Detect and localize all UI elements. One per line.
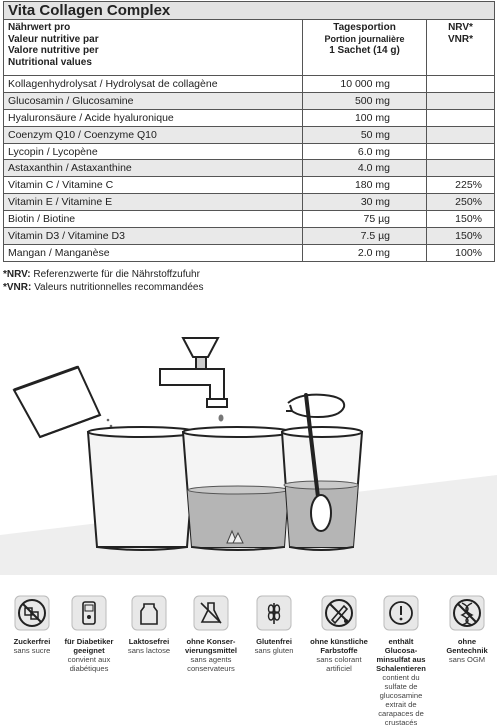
table-row [4,194,495,211]
diabetic-icon [60,595,118,631]
header-left-line: Nutritional values [8,56,92,68]
nutrient-name-cell: Vitamin C / Vitamine C [4,177,303,194]
feature-label-fr: sans gluten [254,646,294,655]
table-row [4,211,495,228]
header-mid-line: 1 Sachet (14 g) [329,45,400,56]
nutrient-name-cell: Astaxanthin / Astaxanthine [4,160,303,177]
feature-label [245,637,303,655]
header-nutrition-per [4,20,303,76]
header-left-line: Valore nutritive per [8,45,99,56]
feature-label [438,637,496,664]
header-mid-line: Tagesportion [333,22,396,33]
nutrient-amount-cell: 7.5 µg [303,228,427,245]
nutrient-amount-cell: 75 µg [303,211,427,228]
header-right-line: VNR* [447,33,473,45]
feature-label-fr: sans sucre [13,646,51,655]
nutrient-name-cell: Coenzym Q10 / Coenzyme Q10 [4,126,303,143]
footnote-nrv [3,269,200,280]
nutrient-amount-cell: 10 000 mg [303,76,427,93]
feature-label-fr: sans agents conservateurs [187,655,235,673]
nutrient-nrv-cell [427,109,495,126]
table-row [4,109,495,126]
nutrient-nrv-cell [427,160,495,177]
nutrient-nrv-cell [427,143,495,160]
table-row [4,143,495,160]
nutrient-amount-cell: 30 mg [303,194,427,211]
header-nrv [427,20,495,76]
feature-label-fr: sans colorant artificiel [316,655,362,673]
feature-item [182,595,240,673]
nutrient-nrv-cell [427,126,495,143]
no-preservatives-icon [182,595,240,631]
footnote-vnr-text: Valeurs nutritionnelles recommandées [34,282,204,293]
header-daily-portion [303,20,427,76]
table-row [4,244,495,261]
nutrient-nrv-cell [427,92,495,109]
table-title: Vita Collagen Complex [4,2,495,20]
feature-label-de: Laktosefrei [128,637,170,646]
nutrition-table-container [3,1,495,262]
footnote-nrv-label: *NRV: [3,269,31,280]
nutrient-name-cell: Vitamin E / Vitamine E [4,194,303,211]
nutrient-name-cell: Glucosamin / Glucosamine [4,92,303,109]
sachet-icon [14,367,100,437]
feature-label [372,637,430,727]
nutrient-nrv-cell: 225% [427,177,495,194]
feature-label [3,637,61,655]
feature-label-fr: sans lactose [127,646,171,655]
nutrient-name-cell: Kollagenhydrolysat / Hydrolysat de collagène [4,76,303,93]
no-colorants-icon [310,595,368,631]
header-right-line: NRV* [448,22,473,33]
footnote-vnr-label: *VNR: [3,282,32,293]
feature-item [120,595,178,655]
feature-item [372,595,430,727]
nutrient-amount-cell: 2.0 mg [303,244,427,261]
nutrient-name-cell: Mangan / Manganèse [4,244,303,261]
header-left-line: Valeur nutritive par [8,33,99,45]
nutrient-amount-cell: 6.0 mg [303,143,427,160]
nutrient-nrv-cell: 150% [427,211,495,228]
feature-item [3,595,61,655]
nutrient-name-cell: Hyaluronsäure / Acide hyaluronique [4,109,303,126]
feature-icons [0,595,497,727]
nutrient-nrv-cell [427,76,495,93]
feature-label-de: ohne Gentechnik [446,637,488,655]
no-sugar-icon [3,595,61,631]
feature-label-de: enthält Glucosa- minsulfat aus Schalentieren [376,637,426,673]
table-row [4,76,495,93]
lactose-free-icon [120,595,178,631]
table-row [4,126,495,143]
feature-label-fr: contient du sulfate de glucosamine extrait de carapaces de crustacés [378,673,424,727]
water-tap-icon [160,338,227,407]
nutrient-amount-cell: 500 mg [303,92,427,109]
shellfish-icon [372,595,430,631]
nutrient-nrv-cell: 250% [427,194,495,211]
nutrient-nrv-cell: 150% [427,228,495,245]
feature-label-fr: sans OGM [448,655,486,664]
feature-label-de: für Diabetiker geeignet [64,637,114,655]
header-left-line: Nährwert pro [8,22,71,33]
footnote-vnr [3,282,203,293]
feature-item [60,595,118,673]
glass-stirring [278,427,368,553]
feature-label-de: ohne künstliche Farbstoffe [310,637,368,655]
footnote-nrv-text: Referenzwerte für die Nährstoffzufuhr [33,269,200,280]
table-row [4,177,495,194]
nutrient-name-cell: Lycopin / Lycopène [4,143,303,160]
feature-label [60,637,118,673]
no-gmo-icon [438,595,496,631]
preparation-illustration [0,325,497,575]
header-mid-line: Portion journalière [324,33,405,44]
feature-label-fr: convient aux diabétiques [67,655,111,673]
feature-label-de: ohne Konser- vierungsmittel [185,637,237,655]
nutrient-name-cell: Biotin / Biotine [4,211,303,228]
feature-item [245,595,303,655]
gluten-free-icon [245,595,303,631]
feature-label [120,637,178,655]
nutrient-nrv-cell: 100% [427,244,495,261]
nutrient-amount-cell: 50 mg [303,126,427,143]
table-row [4,228,495,245]
nutrient-amount-cell: 180 mg [303,177,427,194]
table-row [4,92,495,109]
nutrient-amount-cell: 100 mg [303,109,427,126]
table-row [4,160,495,177]
feature-label-de: Zuckerfrei [13,637,51,646]
feature-label-de: Glutenfrei [256,637,292,646]
stir-arrow-icon [286,395,344,417]
nutrient-name-cell: Vitamin D3 / Vitamine D3 [4,228,303,245]
feature-item [438,595,496,664]
feature-label [182,637,240,673]
feature-item [310,595,368,673]
nutrient-amount-cell: 4.0 mg [303,160,427,177]
nutrition-table [3,1,495,262]
feature-label [310,637,368,673]
glass-empty [88,427,196,550]
